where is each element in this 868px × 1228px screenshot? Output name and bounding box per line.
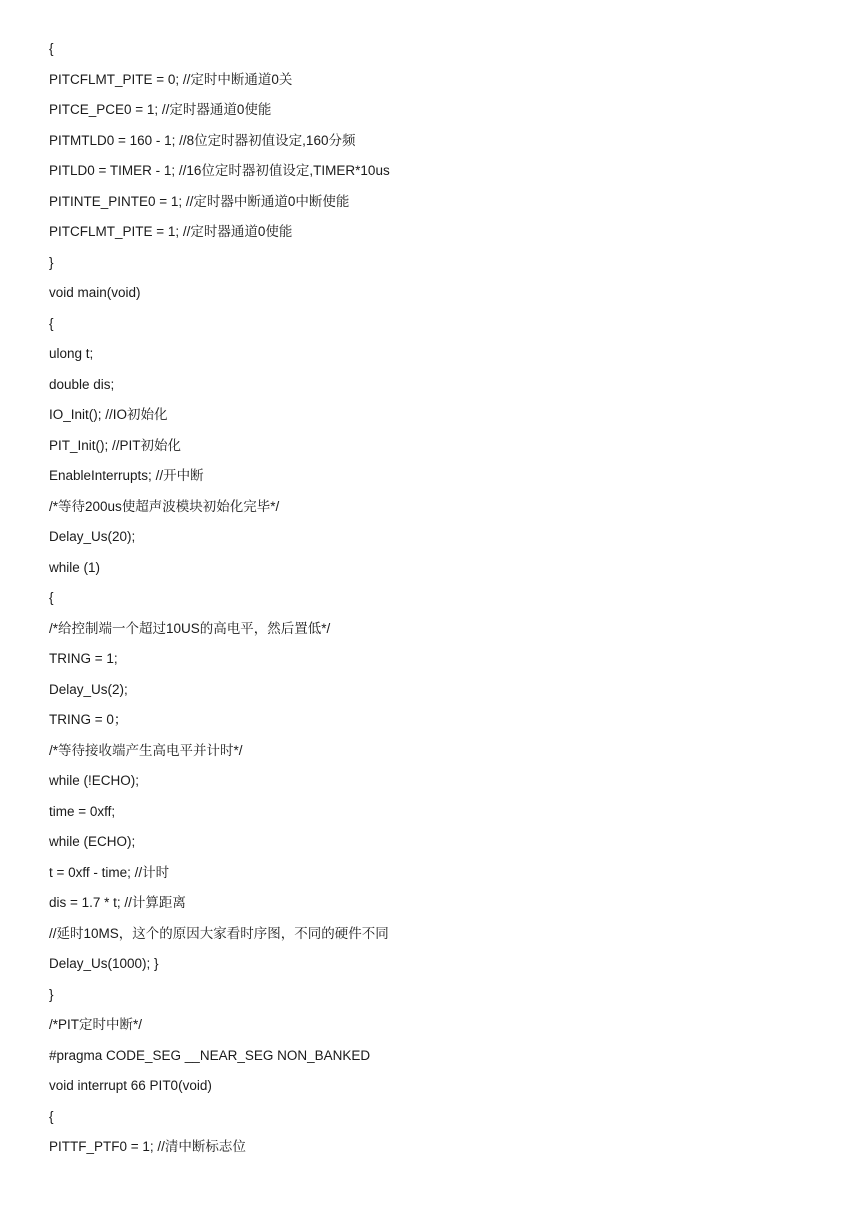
code-line: { (49, 1108, 54, 1124)
code-line: } (49, 986, 54, 1002)
code-line: /*等待接收端产生高电平并计时*/ (49, 742, 243, 758)
code-line: PITCE_PCE0 = 1; //定时器通道0使能 (49, 102, 272, 117)
code-line: #pragma CODE_SEG __NEAR_SEG NON_BANKED (49, 1047, 371, 1063)
code-line: /*PIT定时中断*/ (49, 1017, 143, 1032)
code-line: time = 0xff; (49, 803, 116, 819)
code-line: ulong t; (49, 346, 94, 361)
code-line: while (1) (49, 559, 101, 575)
code-line: TRING = 0； (49, 712, 128, 727)
code-line: while (!ECHO); (49, 773, 140, 788)
code-line: { (49, 315, 54, 331)
code-line: double dis; (49, 376, 115, 392)
code-line: TRING = 1; (49, 651, 118, 666)
code-line: t = 0xff - time; //计时 (49, 864, 170, 880)
code-line: Delay_Us(1000); } (49, 956, 159, 971)
code-line: PITLD0 = TIMER - 1; //16位定时器初值设定,TIMER*10us (49, 163, 390, 178)
code-line: PITMTLD0 = 160 - 1; //8位定时器初值设定,160分频 (49, 132, 356, 148)
code-line: Delay_Us(20); (49, 529, 136, 544)
code-line: void main(void) (49, 285, 141, 300)
code-listing (49, 34, 390, 1163)
code-line: /*等待200us使超声波模块初始化完毕*/ (49, 498, 280, 514)
code-line: { (49, 41, 54, 56)
code-line: /*给控制端一个超过10US的高电平，然后置低*/ (49, 620, 331, 636)
code-line: { (49, 590, 54, 605)
code-line: //延时10MS，这个的原因大家看时序图，不同的硬件不同 (49, 925, 389, 941)
code-line: PIT_Init(); //PIT初始化 (49, 437, 182, 453)
code-line: EnableInterrupts; //开中断 (49, 468, 204, 483)
code-line: PITCFLMT_PITE = 0; //定时中断通道0关 (49, 71, 293, 87)
code-line: dis = 1.7 * t; //计算距离 (49, 895, 186, 910)
code-line: PITINTE_PINTE0 = 1; //定时器中断通道0中断使能 (49, 193, 350, 209)
code-line: } (49, 254, 54, 270)
code-line: IO_Init(); //IO初始化 (49, 407, 168, 422)
code-line: void interrupt 66 PIT0(void) (49, 1078, 212, 1093)
code-line: PITTF_PTF0 = 1; //清中断标志位 (49, 1139, 246, 1154)
code-line: while (ECHO); (49, 834, 136, 849)
code-line: Delay_Us(2); (49, 681, 128, 697)
code-line: PITCFLMT_PITE = 1; //定时器通道0使能 (49, 224, 293, 239)
